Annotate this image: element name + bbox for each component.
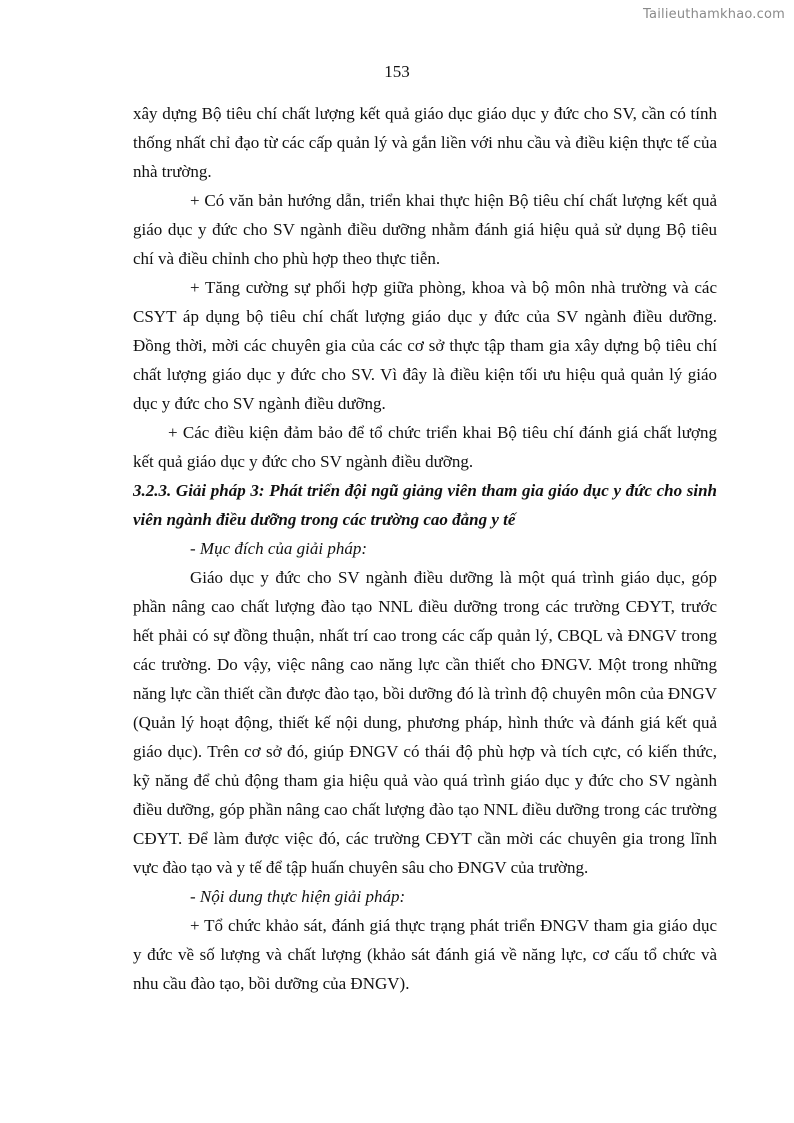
paragraph: + Tổ chức khảo sát, đánh giá thực trạng phát triển ĐNGV tham gia giáo dục y đức về số lượng và chất lượng (khảo sát đánh giá về năng lực, cơ cấu tổ chức và nhu cầu đào tạo, bồi dưỡng của ĐNGV). xyxy=(133,916,717,993)
paragraph: + Các điều kiện đảm bảo để tổ chức triển khai Bộ tiêu chí đánh giá chất lượng kết quả giáo dục y đức cho SV ngành điều dưỡng. xyxy=(133,423,717,471)
watermark: Tailieuthamkhao.com xyxy=(643,7,785,22)
page-number: 153 xyxy=(384,62,410,81)
paragraph: Giáo dục y đức cho SV ngành điều dưỡng là một quá trình giáo dục, góp phần nâng cao chất lượng đào tạo NNL điều dưỡng trong các trường CĐYT, trước hết phải có sự đồng thuận, nhất trí cao trong các cấp quản lý, CBQL và ĐNGV trong các trường. Do vậy, việc nâng cao năng lực cần thiết cho ĐNGV. Một trong những năng lực cần thiết cần được đào tạo, bồi dưỡng đó là trình độ chuyên môn của ĐNGV (Quản lý hoạt động, thiết kế nội dung, phương pháp, hình thức và đánh giá kết quả giáo dục). Trên cơ sở đó, giúp ĐNGV có thái độ phù hợp và tích cực, có kiến thức, kỹ năng để chủ động tham gia hiệu quả vào quá trình giáo dục y đức cho SV ngành điều dưỡng, góp phần nâng cao chất lượng đào tạo NNL điều dưỡng trong các trường CĐYT. Để làm được việc đó, các trường CĐYT cần mời các chuyên gia trong lĩnh vực đào tạo và y tế để tập huấn chuyên sâu cho ĐNGV của trường. xyxy=(133,568,717,877)
subheading: - Mục đích của giải pháp: xyxy=(190,539,368,558)
paragraph: xây dựng Bộ tiêu chí chất lượng kết quả giáo dục giáo dục y đức cho SV, cần có tính thống nhất chỉ đạo từ các cấp quản lý và gắn liền với nhu cầu và điều kiện thực tế của nhà trường. xyxy=(133,104,717,181)
page-body xyxy=(133,99,717,998)
subheading: - Nội dung thực hiện giải pháp: xyxy=(190,887,406,906)
section-heading: 3.2.3. Giải pháp 3: Phát triển đội ngũ giảng viên tham gia giáo dục y đức cho sinh viên ngành điều dưỡng trong các trường cao đẳng y tế xyxy=(133,481,717,529)
paragraph: + Có văn bản hướng dẫn, triển khai thực hiện Bộ tiêu chí chất lượng kết quả giáo dục y đức cho SV ngành điều dưỡng nhằm đánh giá hiệu quả sử dụng Bộ tiêu chí và điều chỉnh cho phù hợp theo thực tiễn. xyxy=(133,191,717,268)
paragraph: + Tăng cường sự phối hợp giữa phòng, khoa và bộ môn nhà trường và các CSYT áp dụng bộ tiêu chí chất lượng giáo dục y đức của SV ngành điều dưỡng. Đồng thời, mời các chuyên gia của các cơ sở thực tập tham gia xây dựng bộ tiêu chí chất lượng giáo dục y đức cho SV. Vì đây là điều kiện tối ưu hiệu quả quản lý giáo dục y đức cho SV ngành điều dưỡng. xyxy=(133,278,717,413)
